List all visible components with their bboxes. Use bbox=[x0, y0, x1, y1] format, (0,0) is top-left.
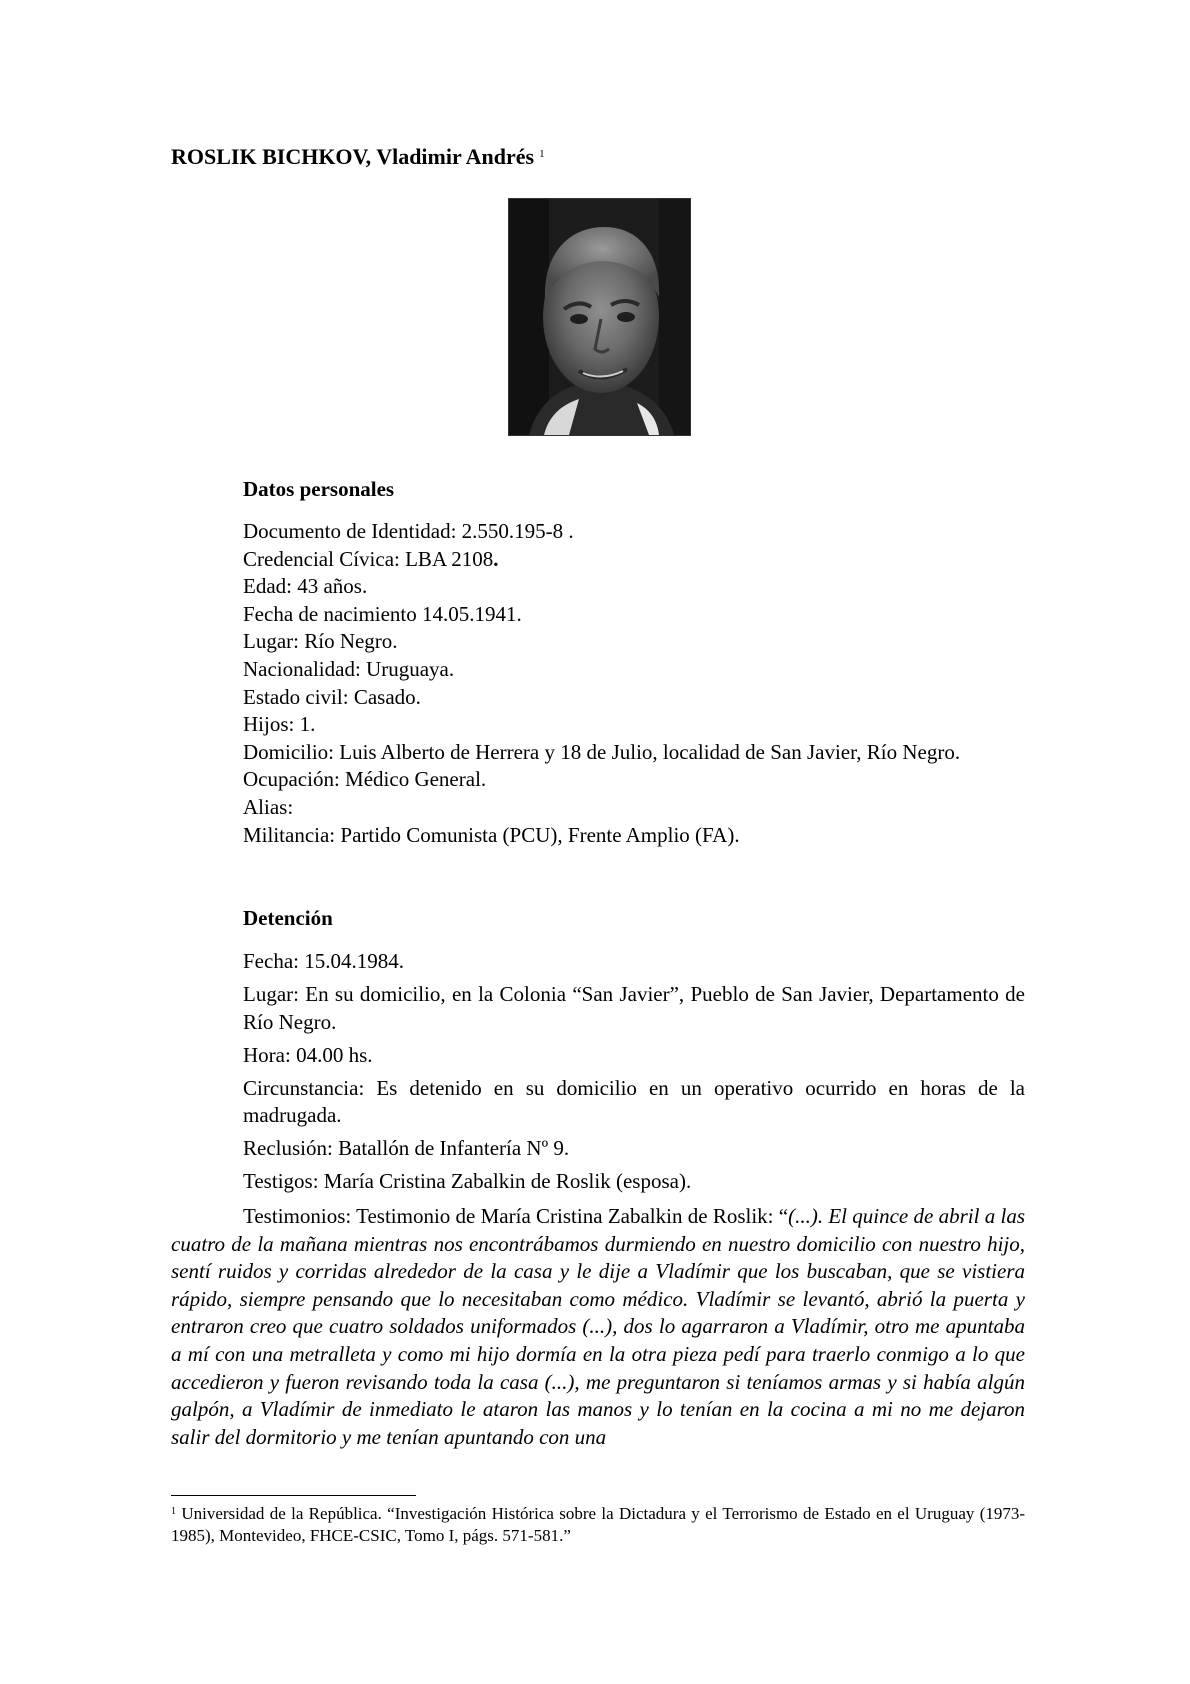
personal-data-list bbox=[243, 518, 1025, 849]
field-domicilio: Domicilio: Luis Alberto de Herrera y 18 de Julio, localidad de San Javier, Río Negro. bbox=[243, 739, 961, 764]
footnote-number: 1 bbox=[171, 1506, 176, 1517]
field-lugar: Lugar: Río Negro. bbox=[243, 629, 398, 654]
footnote-separator bbox=[171, 1495, 416, 1496]
testimony-quote: (...). El quince de abril a las cuatro de la mañana mientras nos encontrábamos durmiendo en nuestro domicilio con nuestro hijo, sentí ruidos y corridas alrededor de la casa y le dije a Vladímir que los buscaban, que se vistiera rápido, siempre pensando que lo necesitaban como médico. Vladímir se levantó, abrió la puerta y entraron creo que cuatro soldados uniformados (...), dos lo agarraron a Vladímir, otro me apuntaba a mí con una metralleta y como mi hijo dormía en la otra pieza pedí para traerlo conmigo a lo que accedieron y fueron revisando toda la casa (...), me preguntaron si teníamos armas y si había algún galpón, a Vladímir de inmediato le ataron las manos y lo tenían en la cocina a mi no me dejaron salir del dormitorio y me tenían apuntando con una bbox=[171, 1204, 1026, 1449]
footnote-reference: 1 bbox=[539, 148, 545, 160]
field-documento: Documento de Identidad: 2.550.195-8 . bbox=[243, 519, 574, 543]
testimony-paragraph bbox=[171, 1203, 1025, 1451]
field-hijos: Hijos: 1. bbox=[243, 712, 316, 737]
footnote bbox=[171, 1503, 1025, 1547]
portrait-photo-icon bbox=[509, 199, 690, 435]
field-detention-testigos: Testigos: María Cristina Zabalkin de Roslik (esposa). bbox=[243, 1169, 692, 1194]
field-alias: Alias: bbox=[243, 794, 294, 819]
field-credencial-value: Credencial Cívica: LBA 2108 bbox=[243, 546, 494, 571]
field-detention-fecha: Fecha: 15.04.1984. bbox=[243, 949, 404, 973]
field-detention-reclusion: Reclusión: Batallón de Infantería Nº 9. bbox=[243, 1136, 570, 1161]
field-edad: Edad: 43 años. bbox=[243, 574, 368, 599]
field-detention-circunstancia: Circunstancia: Es detenido en su domicilio en un operativo ocurrido en horas de la madrugada. bbox=[243, 1075, 1025, 1128]
detention-data-list bbox=[243, 948, 1025, 1201]
footnote-text: Universidad de la República. “Investigación Histórica sobre la Dictadura y el Terrorismo de Estado en el Uruguay (1973-1985), Montevideo, FHCE-CSIC, Tomo I, págs. 571-581.” bbox=[171, 1504, 1026, 1545]
field-ocupacion: Ocupación: Médico General. bbox=[243, 767, 487, 792]
portrait-photo bbox=[508, 198, 691, 436]
field-detention-hora: Hora: 04.00 hs. bbox=[243, 1042, 373, 1067]
page-title bbox=[171, 143, 545, 171]
field-detention-lugar: Lugar: En su domicilio, en la Colonia “San Javier”, Pueblo de San Javier, Departamento de Río Negro. bbox=[243, 981, 1025, 1034]
person-name: ROSLIK BICHKOV, Vladimir Andrés bbox=[171, 144, 535, 169]
field-credencial bbox=[243, 546, 1025, 574]
field-fecha-nacimiento: Fecha de nacimiento 14.05.1941. bbox=[243, 601, 522, 626]
field-militancia: Militancia: Partido Comunista (PCU), Frente Amplio (FA). bbox=[243, 822, 740, 847]
field-credencial-end: . bbox=[493, 546, 499, 571]
field-nacionalidad: Nacionalidad: Uruguaya. bbox=[243, 656, 455, 681]
section-heading-detention: Detención bbox=[243, 906, 333, 930]
testimony-intro: Testimonios: Testimonio de María Cristina Zabalkin de Roslik: “ bbox=[243, 1204, 789, 1228]
field-estado-civil: Estado civil: Casado. bbox=[243, 684, 421, 709]
section-heading-personal: Datos personales bbox=[243, 477, 395, 501]
